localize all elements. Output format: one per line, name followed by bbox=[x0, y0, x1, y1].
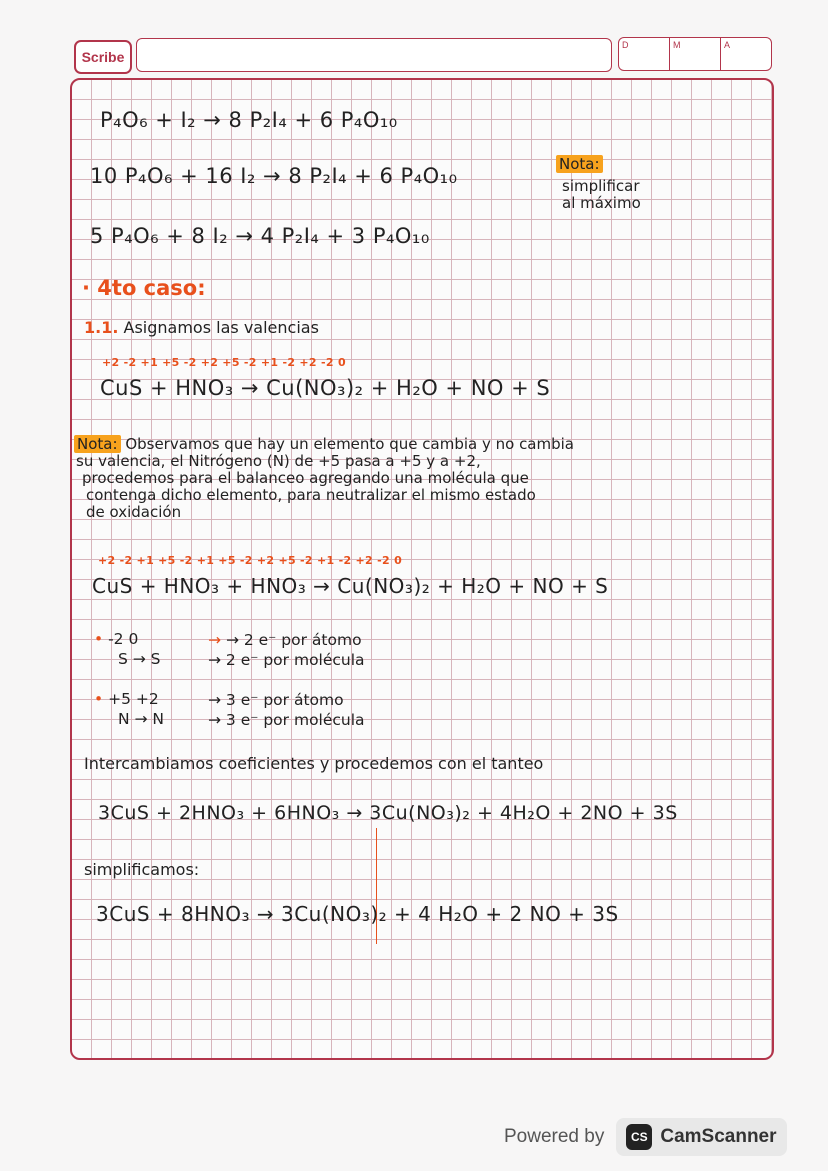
step-text: Asignamos las valencias bbox=[123, 318, 319, 337]
coefficient-arrow bbox=[376, 828, 377, 944]
date-day-label: D bbox=[619, 38, 670, 70]
title-field bbox=[136, 38, 612, 72]
nota-text-1: simplificar bbox=[562, 177, 640, 195]
sulfur-electrons-molecule: → 2 e⁻ por molécula bbox=[208, 651, 365, 669]
scribe-logo: Scribe bbox=[74, 40, 132, 74]
nitrogen-reaction: N → N bbox=[118, 710, 165, 728]
grid-sheet bbox=[70, 78, 774, 1060]
date-month-label: M bbox=[670, 38, 721, 70]
equation-7: 3CuS + 8HNO₃ → 3Cu(NO₃)₂ + 4 H₂O + 2 NO + 3S bbox=[96, 902, 619, 926]
equation-6: 3CuS + 2HNO₃ + 6HNO₃ → 3Cu(NO₃)₂ + 4H₂O + 2NO + 3S bbox=[98, 802, 678, 824]
sulfur-reaction: S → S bbox=[118, 650, 161, 668]
nota2-line-2: su valencia, el Nitrógeno (N) de +5 pasa a +5 y a +2, bbox=[76, 452, 481, 470]
nota2-line-1: Nota: Observamos que hay un elemento que cambia y no cambia bbox=[74, 436, 574, 453]
nitrogen-electrons-molecule: → 3 e⁻ por molécula bbox=[208, 711, 365, 729]
oxidation-states-1: +2 -2 +1 +5 -2 +2 +5 -2 +1 -2 +2 -2 0 bbox=[102, 356, 346, 369]
oxidation-states-2: +2 -2 +1 +5 -2 +1 +5 -2 +2 +5 -2 +1 -2 +2 -2 0 bbox=[98, 554, 403, 567]
nota2-line-5: de oxidación bbox=[86, 503, 182, 521]
step-line bbox=[84, 318, 319, 337]
nota-text-2: al máximo bbox=[562, 194, 641, 212]
simplify-label: simplificamos: bbox=[84, 860, 200, 879]
date-year-label: A bbox=[724, 40, 731, 50]
step-number: 1.1. bbox=[84, 318, 119, 337]
nota2-line-3: procedemos para el balanceo agregando una molécula que bbox=[82, 469, 529, 487]
camscanner-badge bbox=[616, 1118, 786, 1156]
equation-3: 5 P₄O₆ + 8 I₂ → 4 P₂I₄ + 3 P₄O₁₀ bbox=[90, 224, 430, 248]
powered-by-text: Powered by bbox=[504, 1126, 605, 1147]
camscanner-watermark bbox=[504, 1118, 787, 1156]
sulfur-electrons-atom: → → 2 e⁻ por átomo bbox=[208, 631, 362, 649]
nota2-line-4: contenga dicho elemento, para neutralizar el mismo estado bbox=[86, 486, 536, 504]
equation-5: CuS + HNO₃ + HNO₃ → Cu(NO₃)₂ + H₂O + NO + S bbox=[92, 574, 609, 598]
swap-instruction: Intercambiamos coeficientes y procedemos con el tanteo bbox=[84, 754, 544, 773]
nitrogen-electrons-atom: → 3 e⁻ por átomo bbox=[208, 691, 344, 709]
equation-4: CuS + HNO₃ → Cu(NO₃)₂ + H₂O + NO + S bbox=[100, 376, 551, 400]
camscanner-logo-icon: CS bbox=[626, 1124, 652, 1150]
camscanner-brand: CamScanner bbox=[660, 1126, 777, 1147]
equation-2: 10 P₄O₆ + 16 I₂ → 8 P₂I₄ + 6 P₄O₁₀ bbox=[90, 164, 458, 188]
sulfur-ox-states: • -2 0 bbox=[94, 630, 139, 648]
section-heading: · 4to caso: bbox=[82, 276, 206, 300]
date-field bbox=[618, 37, 772, 71]
nitrogen-ox-states: • +5 +2 bbox=[94, 690, 159, 708]
nota-label: Nota: bbox=[556, 156, 603, 173]
equation-1: P₄O₆ + I₂ → 8 P₂I₄ + 6 P₄O₁₀ bbox=[100, 108, 398, 132]
nota2-label: Nota: bbox=[74, 435, 121, 453]
